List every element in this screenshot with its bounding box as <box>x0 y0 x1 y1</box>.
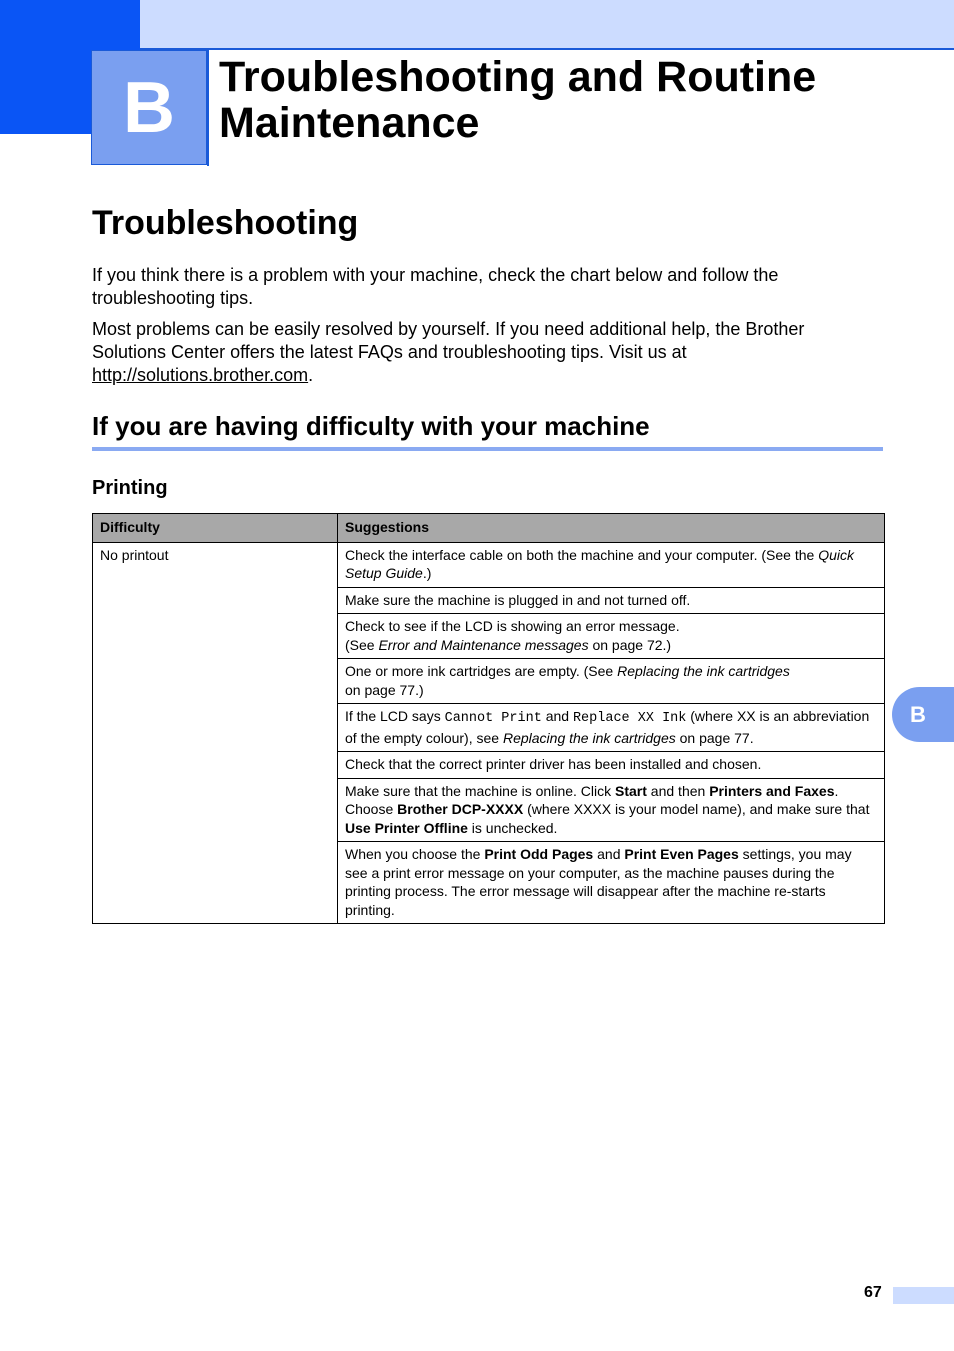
table-row <box>93 542 885 587</box>
chapter-box-divider <box>207 50 209 166</box>
chapter-letter: B <box>123 67 175 148</box>
subsection-rule <box>92 447 883 451</box>
difficulty-cell: No printout <box>93 542 338 924</box>
top-header-band <box>140 0 954 49</box>
suggestion-cell: If the LCD says Cannot Print and Replace XX Ink (where XX is an abbreviation of the empty colour), see Replacing the ink cartridges on page 77. <box>338 704 885 752</box>
suggestion-cell: Check the interface cable on both the machine and your computer. (See the Quick Setup Guide.) <box>338 542 885 587</box>
subsection-heading: If you are having difficulty with your machine <box>92 411 650 441</box>
suggestion-cell: Check to see if the LCD is showing an error message. (See Error and Maintenance messages on page 72.) <box>338 614 885 659</box>
chapter-title: Troubleshooting and Routine Maintenance <box>219 53 817 147</box>
side-tab-letter: B <box>910 701 926 727</box>
suggestion-cell: Check that the correct printer driver has been installed and chosen. <box>338 752 885 779</box>
suggestion-cell: Make sure the machine is plugged in and not turned off. <box>338 587 885 614</box>
column-header-suggestions: Suggestions <box>338 514 885 543</box>
section-heading: Troubleshooting <box>92 204 359 242</box>
page-number: 67 <box>864 1284 882 1301</box>
chapter-side-tab <box>892 687 954 742</box>
top-header-rule <box>140 48 954 50</box>
intro-paragraph: If you think there is a problem with your machine, check the chart below and follow the troubleshooting tips. <box>92 265 779 308</box>
suggestion-cell: One or more ink cartridges are empty. (See Replacing the ink cartridges on page 77.) <box>338 659 885 704</box>
help-paragraph-text: Most problems can be easily resolved by yourself. If you need additional help, the Brother Solutions Center offers the latest FAQs and troubleshooting tips. Visit us at <box>92 319 805 362</box>
printing-heading: Printing <box>92 477 168 499</box>
table-header-row <box>93 514 885 543</box>
column-header-difficulty: Difficulty <box>93 514 338 543</box>
page-number-bar <box>893 1287 954 1304</box>
suggestion-cell: Make sure that the machine is online. Click Start and then Printers and Faxes. Choose Brother DCP-XXXX (where XXXX is your model name), and make sure that Use Printer Offline is unchecked. <box>338 778 885 842</box>
chapter-letter-box <box>91 50 207 165</box>
help-paragraph: Most problems can be easily resolved by yourself. If you need additional help, the Brother Solutions Center offers the latest FAQs and troubleshooting tips. Visit us at http://solutions.brother.com. <box>92 319 805 385</box>
solutions-center-link[interactable]: http://solutions.brother.com <box>92 365 309 385</box>
suggestion-cell: When you choose the Print Odd Pages and Print Even Pages settings, you may see a print error message on your computer, as the machine pauses during the printing process. The error message will disappear after the machine re-starts printing. <box>338 842 885 924</box>
troubleshooting-table <box>92 513 885 924</box>
